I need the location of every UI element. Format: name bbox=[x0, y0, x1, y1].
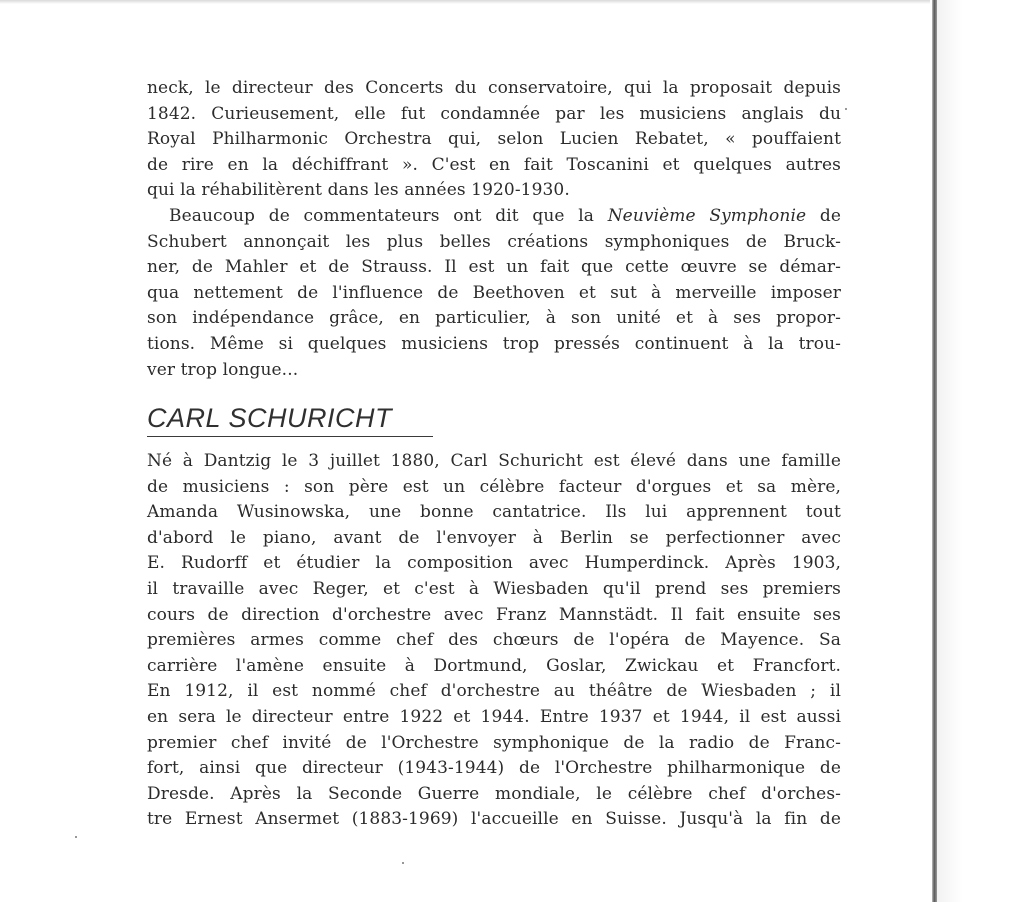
text-line: en sera le directeur entre 1922 et 1944. Entre 1937 et 1944, il est aussi bbox=[147, 706, 841, 727]
paragraph-biography bbox=[147, 449, 841, 833]
text-line: tions. Même si quelques musiciens trop pressés continuent à la trou- bbox=[147, 333, 841, 354]
text-line: 1842. Curieusement, elle fut condamnée par les musiciens anglais du bbox=[147, 103, 841, 124]
text-line: ver trop longue... bbox=[147, 359, 299, 380]
text-line: d'abord le piano, avant de l'envoyer à Berlin se perfectionner avec bbox=[147, 527, 841, 548]
text-line: ner, de Mahler et de Strauss. Il est un fait que cette œuvre se démar- bbox=[147, 257, 841, 278]
text-line: En 1912, il est nommé chef d'orchestre au théâtre de Wiesbaden ; il bbox=[147, 681, 841, 702]
scan-speck bbox=[402, 862, 404, 864]
text-line: Amanda Wusinowska, une bonne cantatrice. Ils lui apprennent tout bbox=[147, 502, 841, 523]
paragraph-neuvieme-symphonie bbox=[147, 204, 841, 383]
text-line: premières armes comme chef des chœurs de l'opéra de Mayence. Sa bbox=[147, 630, 841, 651]
text-line: Royal Philharmonic Orchestra qui, selon Lucien Rebatet, « pouffaient bbox=[147, 129, 841, 150]
text-line: Né à Dantzig le 3 juillet 1880, Carl Schuricht est élevé dans une famille bbox=[147, 451, 841, 471]
text-line: qui la réhabilitèrent dans les années 1920-1930. bbox=[147, 180, 570, 201]
text-line: cours de direction d'orchestre avec Franz Mannstädt. Il fait ensuite ses bbox=[147, 604, 841, 625]
text-line: son indépendance grâce, en particulier, à son unité et à ses propor- bbox=[147, 308, 841, 329]
text-line-first bbox=[147, 204, 841, 230]
text-line: Dresde. Après la Seconde Guerre mondiale, le célèbre chef d'orches- bbox=[147, 783, 841, 804]
text-run: Beaucoup de commentateurs ont dit que la bbox=[169, 206, 608, 226]
text-line: E. Rudorff et étudier la composition avec Humperdinck. Après 1903, bbox=[147, 553, 841, 574]
scan-speck bbox=[845, 108, 847, 110]
text-line: neck, le directeur des Concerts du conservatoire, qui la proposait depuis bbox=[147, 78, 841, 98]
paragraph-continuation bbox=[147, 76, 841, 204]
text-line: il travaille avec Reger, et c'est à Wiesbaden qu'il prend ses premiers bbox=[147, 578, 841, 599]
text-line: fort, ainsi que directeur (1943-1944) de l'Orchestre philharmonique de bbox=[147, 758, 841, 779]
work-title: Neuvième Symphonie bbox=[607, 206, 807, 226]
page-gutter-shadow bbox=[937, 0, 1024, 902]
scan-speck bbox=[75, 836, 77, 838]
text-run: de bbox=[806, 206, 841, 226]
text-line: qua nettement de l'influence de Beethoven et sut à merveille imposer bbox=[147, 282, 841, 303]
text-line: de musiciens : son père est un célèbre facteur d'orgues et sa mère, bbox=[147, 476, 841, 497]
section-heading: CARL SCHURICHT bbox=[147, 402, 433, 437]
text-line: de rire en la déchiffrant ». C'est en fait Toscanini et quelques autres bbox=[147, 154, 841, 175]
text-line: premier chef invité de l'Orchestre symphonique de la radio de Franc- bbox=[147, 732, 841, 753]
text-line: carrière l'amène ensuite à Dortmund, Goslar, Zwickau et Francfort. bbox=[147, 655, 841, 676]
text-line: tre Ernest Ansermet (1883-1969) l'accueille en Suisse. Jusqu'à la fin de bbox=[147, 809, 841, 830]
page-top-edge bbox=[0, 0, 930, 4]
text-line: Schubert annonçait les plus belles créations symphoniques de Bruck- bbox=[147, 231, 841, 252]
